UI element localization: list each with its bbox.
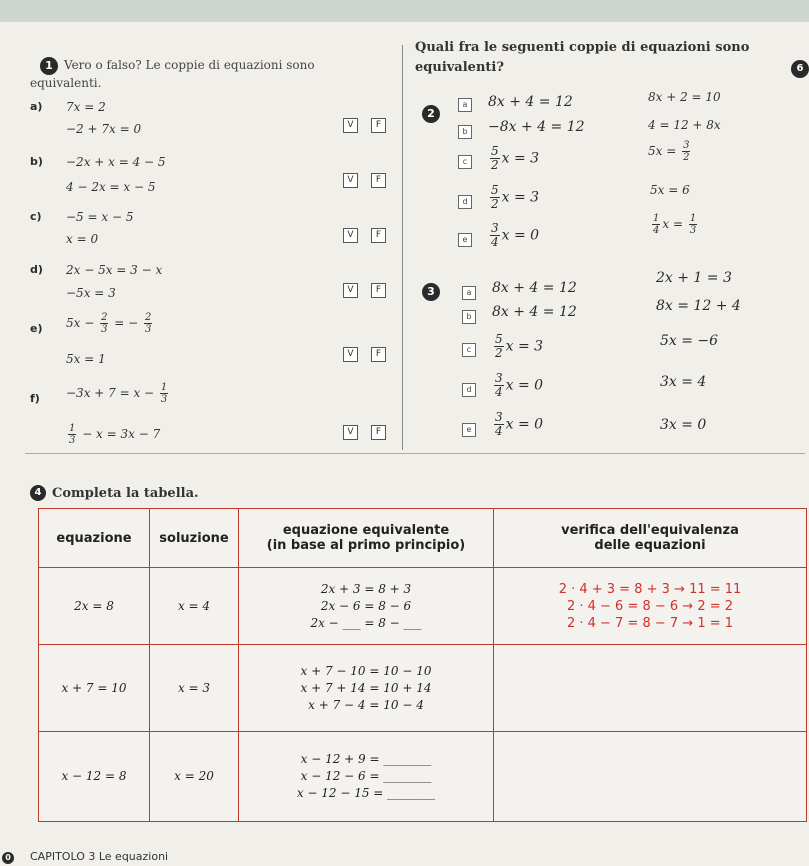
denominator: 3 [689, 225, 697, 236]
numerator: 2 [145, 312, 152, 323]
option-box[interactable]: b [462, 310, 476, 324]
eq-part: −3x + 7 = x − [66, 386, 158, 400]
item-eq-1: 2x − 5x = 3 − x [66, 263, 163, 277]
chapter-footer: CAPITOLO 3 Le equazioni [30, 850, 169, 863]
cell-verification-empty[interactable] [494, 645, 807, 732]
denominator: 4 [491, 235, 499, 249]
exercise-1-title: Vero o falso? Le coppie di equazioni sono [64, 58, 315, 72]
item-tag: f) [30, 392, 40, 405]
item-tag: c) [30, 210, 42, 223]
numerator: 3 [683, 140, 690, 151]
item-eq-1: −2x + x = 4 − 5 [66, 155, 166, 169]
exercise-3-number: 3 [422, 283, 440, 301]
cell-solution [150, 568, 239, 645]
option-box[interactable]: a [458, 98, 472, 112]
numerator: 1 [653, 213, 660, 224]
true-checkbox[interactable]: V [343, 118, 358, 133]
eq-part: x = 3 [501, 189, 540, 206]
denominator: 2 [491, 158, 499, 172]
denominator: 3 [145, 324, 152, 335]
option-left-eq: 8x + 4 = 12 [492, 280, 577, 296]
item-eq-1: −5 = x − 5 [66, 210, 134, 224]
handwritten-check: 2 · 4 − 7 = 8 − 7 → 1 = 1 [566, 615, 734, 631]
eq-part: x = 0 [505, 416, 544, 433]
option-box[interactable]: c [462, 343, 476, 357]
fraction [494, 411, 504, 438]
eq-part: x = 3 [505, 338, 544, 355]
item-eq-1 [66, 312, 154, 335]
numerator: 1 [69, 423, 76, 434]
handwritten-check: 2 · 4 + 3 = 8 + 3 → 11 = 11 [558, 581, 742, 597]
option-right-eq: 8x + 2 = 10 [648, 90, 721, 104]
false-checkbox[interactable]: F [371, 283, 386, 298]
exercise-2-number: 2 [422, 105, 440, 123]
denominator: 2 [491, 197, 499, 211]
item-eq-1 [66, 382, 170, 405]
right-column-title-cont: equivalenti? [415, 60, 504, 75]
table-row [39, 732, 807, 822]
item-eq-2 [66, 423, 160, 446]
cell-equivalent [239, 645, 494, 732]
cell-equivalent[interactable] [239, 568, 494, 645]
numerator: 2 [101, 312, 108, 323]
fraction [494, 333, 504, 360]
item-eq-1: 7x = 2 [66, 100, 106, 114]
equivalent-line: x + 7 − 10 = 10 − 10 [300, 663, 432, 678]
equations-table [38, 508, 807, 822]
cell-solution [150, 645, 239, 732]
numerator: 1 [689, 213, 697, 224]
item-eq-2: x = 0 [66, 232, 99, 246]
option-box[interactable]: c [458, 155, 472, 169]
option-left-eq: 8x + 4 = 12 [492, 304, 577, 320]
numerator: 3 [491, 221, 499, 235]
column-divider [402, 45, 403, 450]
side-exercise-number: 6 [791, 60, 809, 78]
true-checkbox[interactable]: V [343, 228, 358, 243]
header-soluzione: soluzione [150, 509, 239, 568]
item-tag: b) [30, 155, 43, 168]
option-box[interactable]: e [462, 423, 476, 437]
option-right-eq: 5x = −6 [660, 333, 719, 349]
cell-verification[interactable] [494, 568, 807, 645]
option-right-eq: 5x = 6 [650, 183, 690, 197]
option-right-eq: 2x + 1 = 3 [656, 270, 732, 286]
true-checkbox[interactable]: V [343, 425, 358, 440]
fraction [490, 184, 500, 211]
option-left-eq [492, 411, 543, 438]
eq-part: − x = 3x − 7 [78, 427, 161, 441]
cell-equation [39, 732, 150, 822]
equation-text: 2x = 8 [74, 598, 114, 613]
denominator: 4 [495, 385, 503, 399]
fraction [689, 213, 697, 236]
option-left-eq: −8x + 4 = 12 [488, 119, 585, 135]
section-divider [25, 453, 805, 454]
equivalent-line-blank[interactable]: 2x − ___ = 8 − ___ [310, 615, 422, 630]
right-column-title: Quali fra le seguenti coppie di equazioni sono [415, 40, 750, 55]
exercise-1-title-cont: equivalenti. [30, 76, 102, 90]
item-eq-2: −5x = 3 [66, 286, 116, 300]
option-left-eq [492, 372, 543, 399]
denominator: 4 [495, 424, 503, 438]
option-right-eq: 3x = 4 [660, 374, 707, 390]
eq-part: x = [662, 217, 687, 231]
option-right-eq: 3x = 0 [660, 417, 707, 433]
option-left-eq [488, 184, 539, 211]
fraction [100, 312, 108, 335]
header-line: (in base al primo principio) [266, 538, 466, 553]
option-box[interactable]: e [458, 233, 472, 247]
option-left-eq [488, 145, 539, 172]
header-line: delle equazioni [594, 538, 706, 553]
cell-verification-empty[interactable] [494, 732, 807, 822]
header-verifica [494, 509, 807, 568]
denominator: 2 [683, 152, 690, 163]
false-checkbox[interactable]: F [371, 228, 386, 243]
equivalent-line-blank[interactable]: x − 12 − 15 = ________ [296, 786, 436, 800]
false-checkbox[interactable]: F [371, 118, 386, 133]
option-box[interactable]: b [458, 125, 472, 139]
cell-equation [39, 645, 150, 732]
item-eq-2: 5x = 1 [66, 352, 106, 366]
solution-text: x = 3 [177, 680, 211, 695]
false-checkbox[interactable]: F [371, 173, 386, 188]
fraction [490, 145, 500, 172]
handwritten-check: 2 · 4 − 6 = 8 − 6 → 2 = 2 [566, 598, 734, 614]
item-tag: a) [30, 100, 43, 113]
option-right-eq [650, 213, 699, 236]
cell-solution [150, 732, 239, 822]
equivalent-line-blank[interactable]: x − 12 + 9 = ________ [300, 752, 432, 766]
header-line: equazione equivalente [282, 523, 450, 538]
equivalent-line: x + 7 + 14 = 10 + 14 [300, 680, 432, 695]
fraction [494, 372, 504, 399]
exercise-1-number: 1 [40, 57, 58, 75]
numerator: 5 [491, 183, 499, 197]
top-band [0, 0, 809, 22]
denominator: 3 [69, 435, 76, 446]
cell-equivalent[interactable] [239, 732, 494, 822]
eq-part: = − [110, 316, 143, 330]
eq-part: 5x − [66, 316, 99, 330]
equivalent-line-blank[interactable]: x − 12 − 6 = ________ [300, 769, 432, 783]
numerator: 3 [495, 410, 503, 424]
eq-part: x = 0 [505, 377, 544, 394]
option-right-eq [648, 140, 692, 163]
exercise-4-number: 4 [30, 485, 46, 501]
option-left-eq [488, 222, 539, 249]
exercise-4-title: Completa la tabella. [52, 486, 199, 501]
equivalent-line: x + 7 − 4 = 10 − 4 [308, 697, 424, 712]
table-row [39, 645, 807, 732]
numerator: 1 [160, 382, 168, 393]
table-row [39, 568, 807, 645]
solution-text: x = 4 [177, 598, 211, 613]
option-box[interactable]: d [462, 383, 476, 397]
true-checkbox[interactable]: V [343, 347, 358, 362]
page-number-badge: 0 [2, 852, 14, 864]
option-right-eq: 8x = 12 + 4 [656, 298, 741, 314]
eq-part: x = 3 [501, 150, 540, 167]
denominator: 3 [101, 324, 108, 335]
true-checkbox[interactable]: V [343, 283, 358, 298]
item-eq-2: 4 − 2x = x − 5 [66, 180, 156, 194]
header-line: verifica dell'equivalenza [561, 523, 739, 538]
fraction [144, 312, 152, 335]
table-header-row [39, 509, 807, 568]
true-checkbox[interactable]: V [343, 173, 358, 188]
option-right-eq: 4 = 12 + 8x [648, 118, 721, 132]
equivalent-line: 2x − 6 = 8 − 6 [320, 598, 412, 613]
item-tag: e) [30, 322, 43, 335]
option-left-eq [492, 333, 543, 360]
fraction [652, 213, 660, 236]
header-equazione-equivalente [239, 509, 494, 568]
solution-text: x = 20 [174, 769, 214, 783]
eq-part: 5x = [648, 144, 681, 158]
item-tag: d) [30, 263, 43, 276]
denominator: 4 [653, 225, 660, 236]
equation-text: x + 7 = 10 [61, 680, 127, 695]
denominator: 2 [495, 346, 503, 360]
option-box[interactable]: a [462, 286, 476, 300]
equivalent-line: 2x + 3 = 8 + 3 [320, 581, 412, 596]
numerator: 5 [491, 144, 499, 158]
option-box[interactable]: d [458, 195, 472, 209]
eq-part: x = 0 [501, 227, 540, 244]
numerator: 3 [495, 371, 503, 385]
numerator: 5 [495, 332, 503, 346]
item-eq-2: −2 + 7x = 0 [66, 122, 142, 136]
fraction [682, 140, 690, 163]
false-checkbox[interactable]: F [371, 425, 386, 440]
cell-equation [39, 568, 150, 645]
denominator: 3 [160, 394, 168, 405]
false-checkbox[interactable]: F [371, 347, 386, 362]
fraction [68, 423, 76, 446]
fraction [490, 222, 500, 249]
equation-text: x − 12 = 8 [61, 769, 127, 783]
header-equazione: equazione [39, 509, 150, 568]
option-left-eq: 8x + 4 = 12 [488, 94, 573, 110]
fraction [160, 382, 168, 405]
